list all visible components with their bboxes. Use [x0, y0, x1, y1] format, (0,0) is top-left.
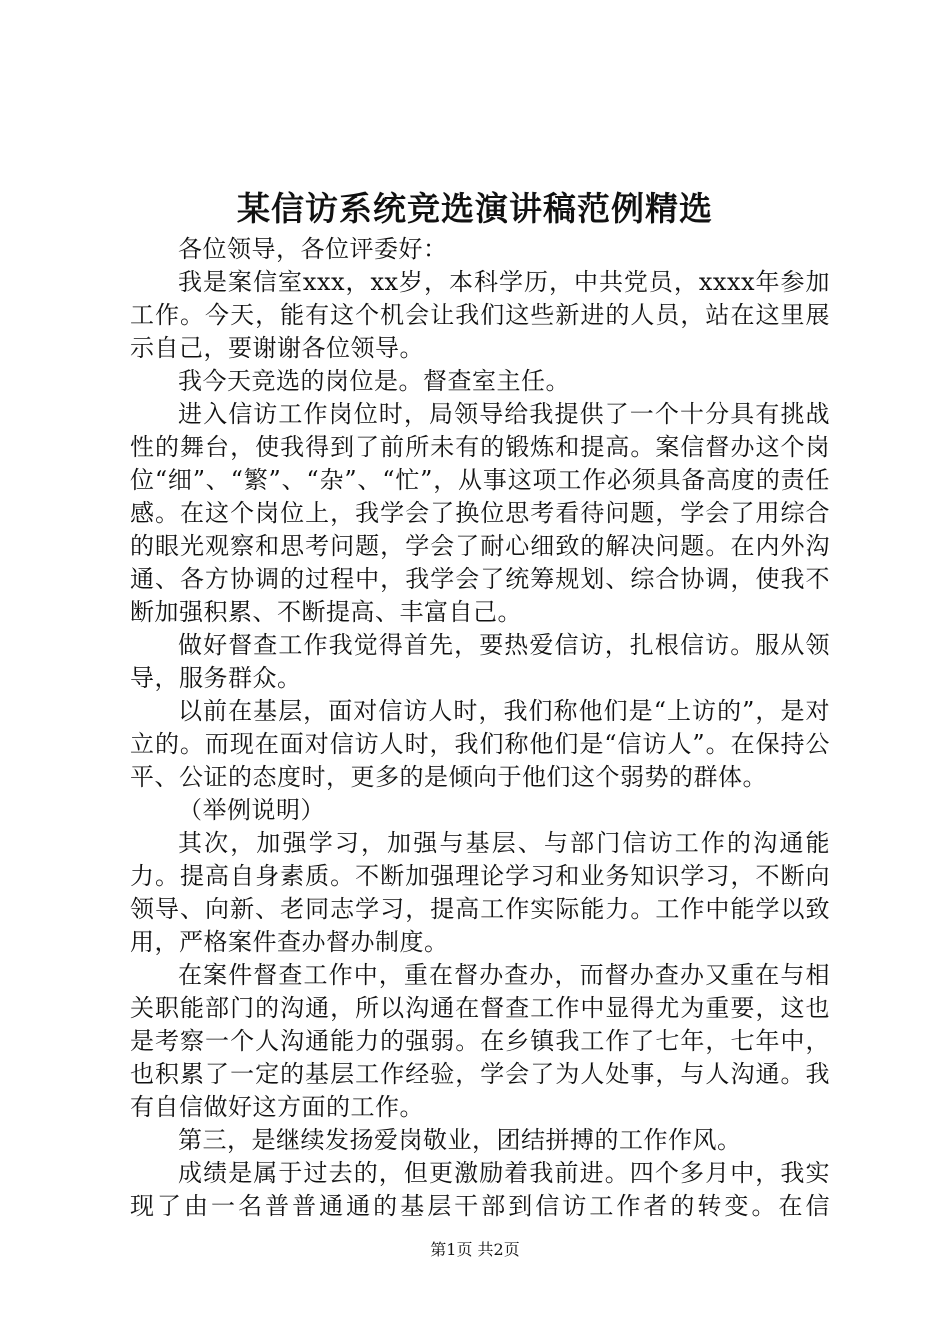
document-body [130, 233, 830, 1223]
paragraph-greeting: 各位领导，各位评委好： [178, 235, 448, 263]
paragraph-experience: 进入信访工作岗位时，局领导给我提供了一个十分具有挑战性的舞台，使我得到了前所未有的锻炼和提高。案信督办这个岗位“细”、“繁”、“杂”、“忙”，从事这项工作必须具备高度的责任感。在这个岗位上，我学会了换位思考看待问题，学会了用综合的眼光观察和思考问题，学会了耐心细致的解决问题。在内外沟通、各方协调的过程中，我学会了统筹规划、综合协调，使我不断加强积累、不断提高、丰富自己。 [130, 400, 830, 626]
paragraph-example-note: （举例说明） [178, 796, 325, 824]
paragraph-introduction: 我是案信室xxx，xx岁，本科学历，中共党员，xxxx年参加工作。今天，能有这个机会让我们这些新进的人员，站在这里展示自己，要谢谢各位领导。 [130, 268, 830, 362]
paragraph-achievements: 成绩是属于过去的，但更激励着我前进。四个多月中，我实现了由一名普普通通的基层干部到信访工作者的转变。在信 [130, 1159, 830, 1220]
paragraph-first-point: 做好督查工作我觉得首先，要热爱信访，扎根信访。服从领导，服务群众。 [130, 631, 830, 692]
document-title: 某信访系统竞选演讲稿范例精选 [237, 189, 713, 228]
paragraph-communication: 在案件督查工作中，重在督办查办，而督办查办又重在与相关职能部门的沟通，所以沟通在督查工作中显得尤为重要，这也是考察一个人沟通能力的强弱。在乡镇我工作了七年，七年中，也积累了一定的基层工作经验，学会了为人处事，与人沟通。我有自信做好这方面的工作。 [130, 961, 830, 1121]
paragraph-third-point: 第三，是继续发扬爱岗敬业，团结拼搏的工作作风。 [178, 1126, 742, 1154]
paragraph-second-point: 其次，加强学习，加强与基层、与部门信访工作的沟通能力。提高自身素质。不断加强理论学习和业务知识学习，不断向领导、向新、老同志学习，提高工作实际能力。工作中能学以致用，严格案件查办督办制度。 [130, 829, 830, 956]
page-footer: 第1页 共2页 [430, 1240, 520, 1259]
paragraph-petitioners: 以前在基层，面对信访人时，我们称他们是“上访的”，是对立的。而现在面对信访人时，我们称他们是“信访人”。在保持公平、公证的态度时，更多的是倾向于他们这个弱势的群体。 [130, 697, 830, 791]
paragraph-position: 我今天竞选的岗位是。督查室主任。 [178, 367, 570, 395]
